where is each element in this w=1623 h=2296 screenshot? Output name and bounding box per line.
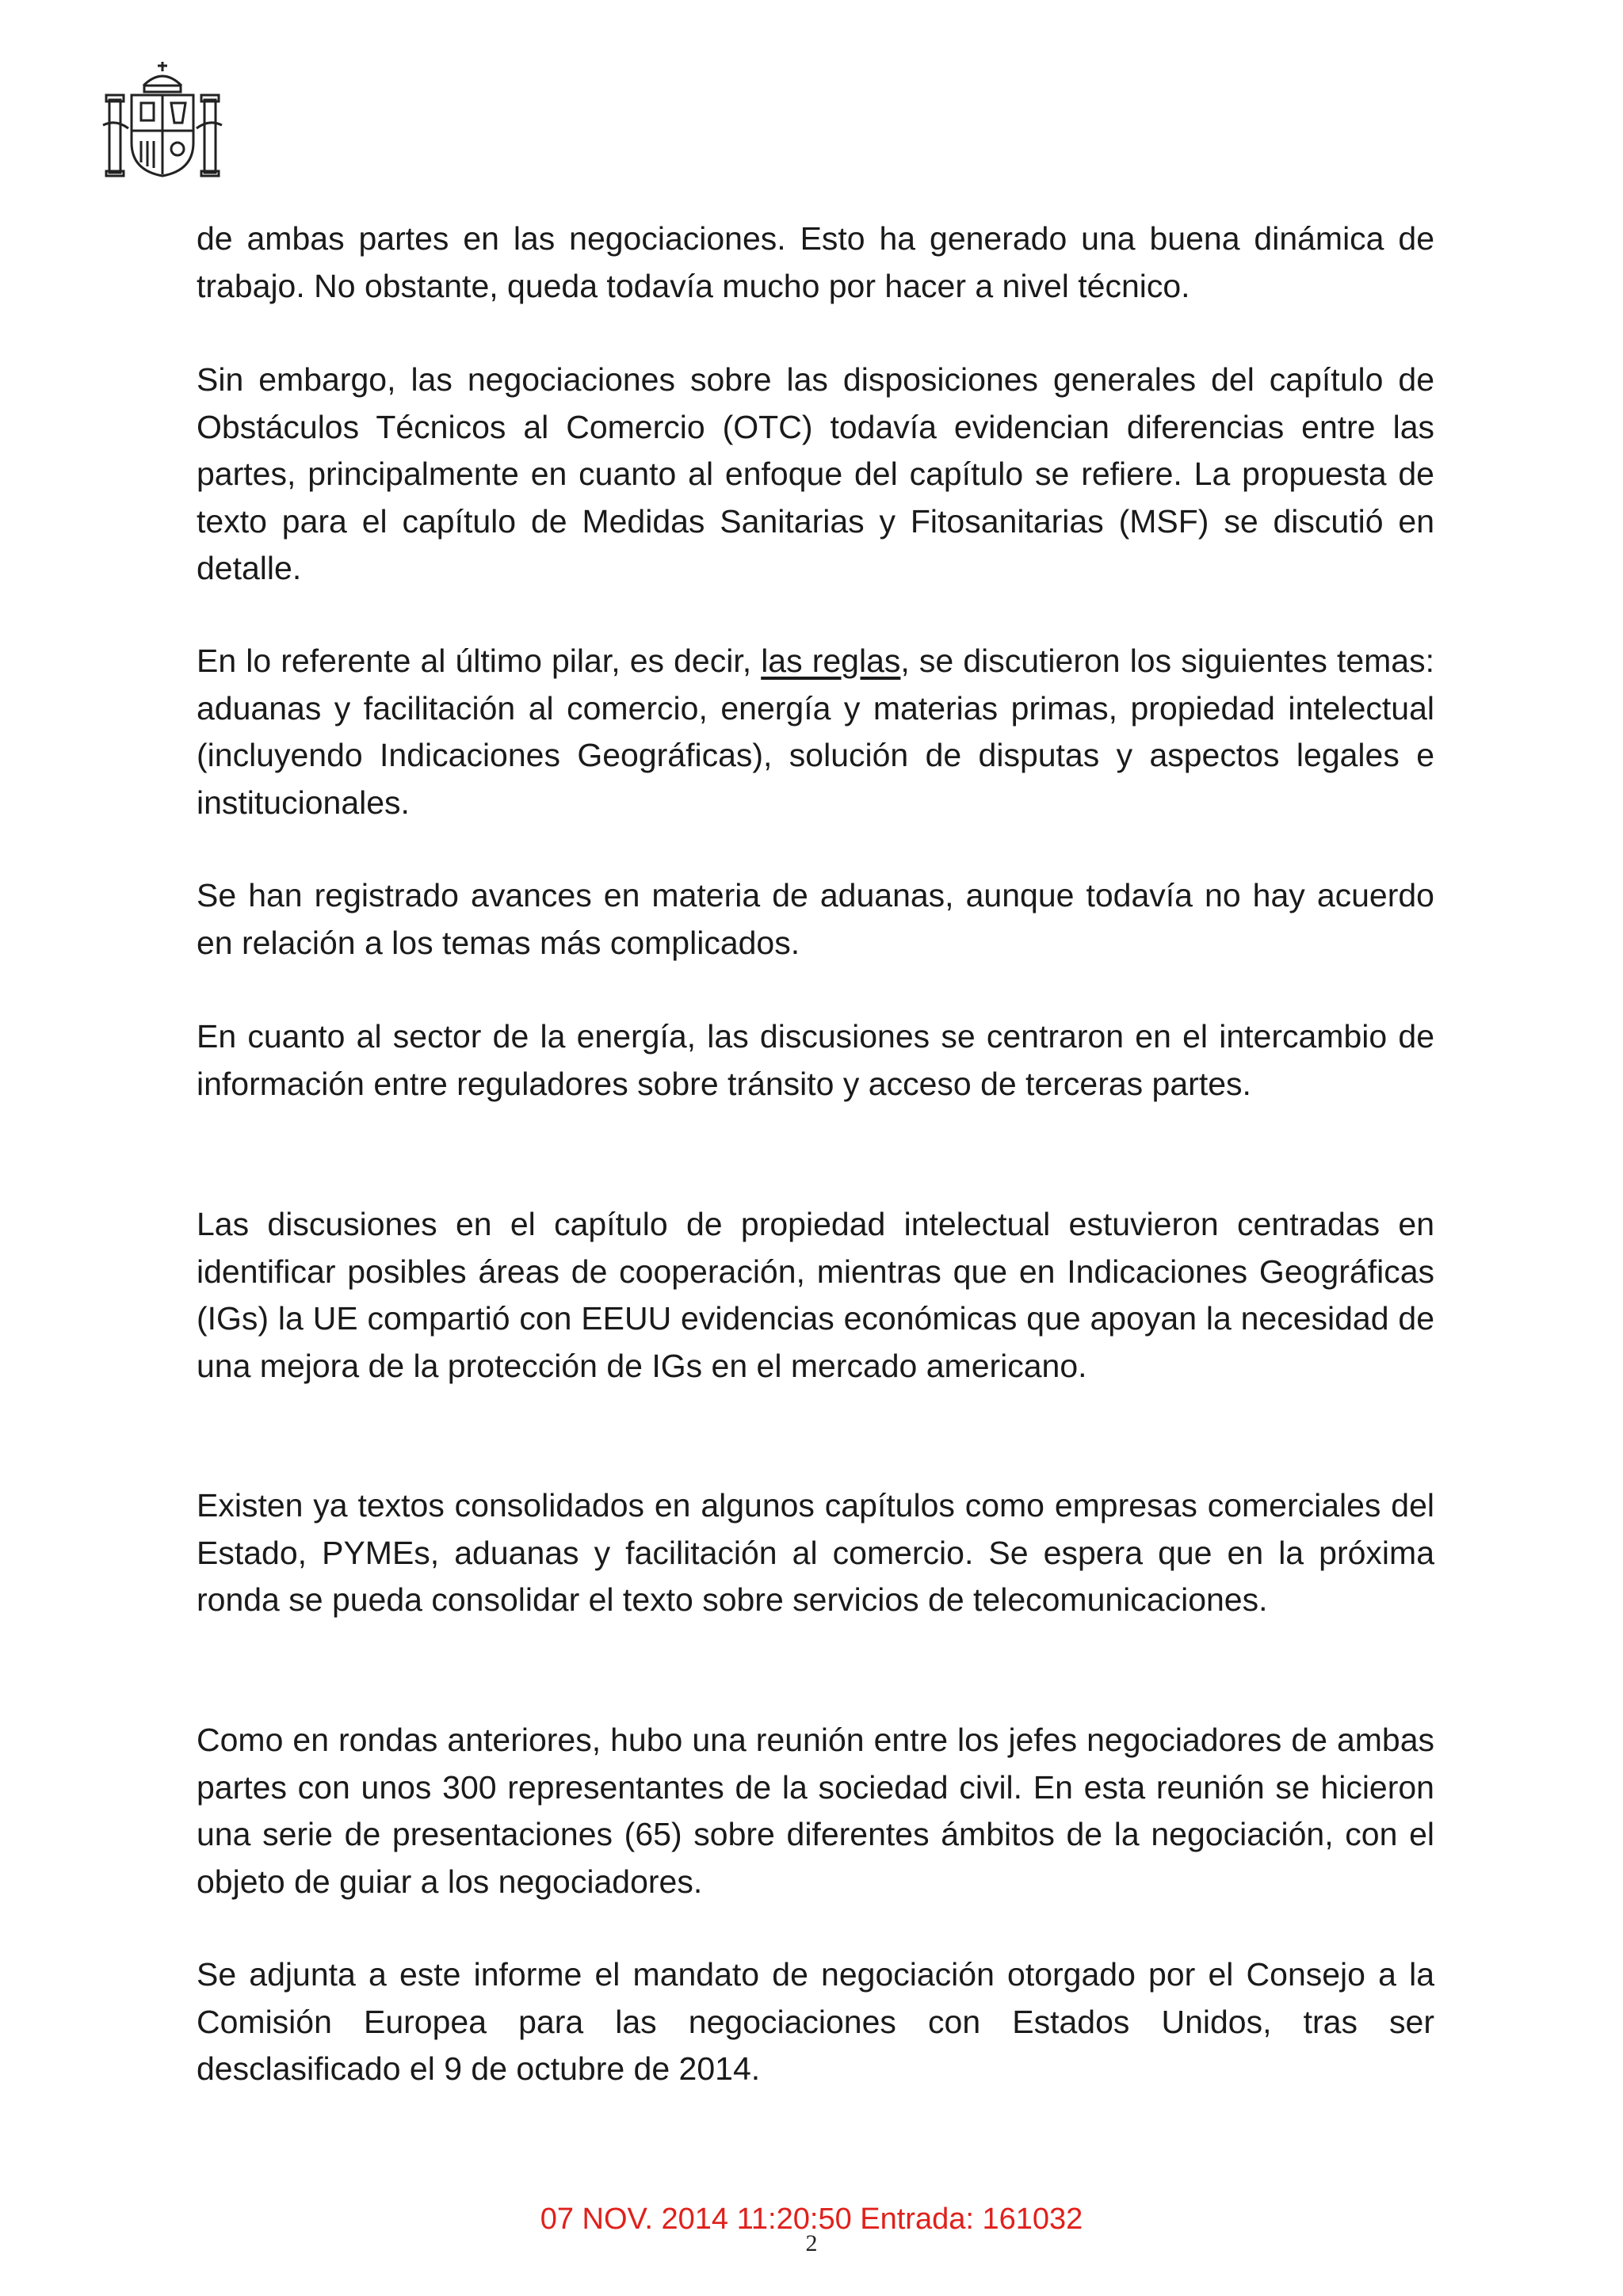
paragraph-2: Sin embargo, las negociaciones sobre las disposiciones generales del capítulo de Obstáculos Técnicos al Comercio (OTC) todavía evidencian diferencias entre las partes, principalmente en cuanto al enfoque del capítulo se refiere. La propuesta de texto para el capítulo de Medidas Sanitarias y Fitosanitarias (MSF) se discutió en detalle. [197,361,1434,586]
paragraph-5: En cuanto al sector de la energía, las discusiones se centraron en el intercambio de información entre reguladores sobre tránsito y acceso de terceras partes. [197,1018,1434,1102]
registry-entry-stamp: 07 NOV. 2014 11:20:50 Entrada: 161032 [540,2203,1083,2236]
paragraph-6: Las discusiones en el capítulo de propiedad intelectual estuvieron centradas en identificar posibles áreas de cooperación, mientras que en Indicaciones Geográficas (IGs) la UE compartió con EEUU evidencias económicas que apoyan la necesidad de una mejora de la protección de IGs en el mercado americano. [197,1206,1434,1384]
page-number: 2 [805,2230,818,2256]
paragraph-4: Se han registrado avances en materia de aduanas, aunque todavía no hay acuerdo en relación a los temas más complicados. [197,877,1434,961]
paragraph-1: de ambas partes en las negociaciones. Esto ha generado una buena dinámica de trabajo. No obstante, queda todavía mucho por hacer a nivel técnico. [197,220,1434,304]
paragraph-7: Existen ya textos consolidados en algunos capítulos como empresas comerciales del Estado, PYMEs, aduanas y facilitación al comercio. Se espera que en la próxima ronda se pueda consolidar el texto sobre servicios de telecomunicaciones. [197,1487,1434,1618]
paragraph-8: Como en rondas anteriores, hubo una reunión entre los jefes negociadores de ambas partes con unos 300 representantes de la sociedad civil. En esta reunión se hicieron una serie de presentaciones (65) sobre diferentes ámbitos de la negociación, con el objeto de guiar a los negociadores. [197,1722,1434,1900]
paragraph-9: Se adjunta a este informe el mandato de negociación otorgado por el Consejo a la Comisión Europea para las negociaciones con Estados Unidos, tras ser desclasificado el 9 de octubre de 2014. [197,1956,1434,2087]
spanish-coat-of-arms-icon [100,55,225,181]
paragraph-3-before: En lo referente al último pilar, es decir, [197,643,762,679]
paragraph-3 [197,638,1434,826]
underlined-phrase: las reglas [761,643,901,679]
paragraph-3-after: , se discutieron los siguientes temas: aduanas y facilitación al comercio, energía y materias primas, propiedad intelectual (incluyendo Indicaciones Geográficas), solución de disputas y aspectos legales e institucionales. [197,643,1434,821]
